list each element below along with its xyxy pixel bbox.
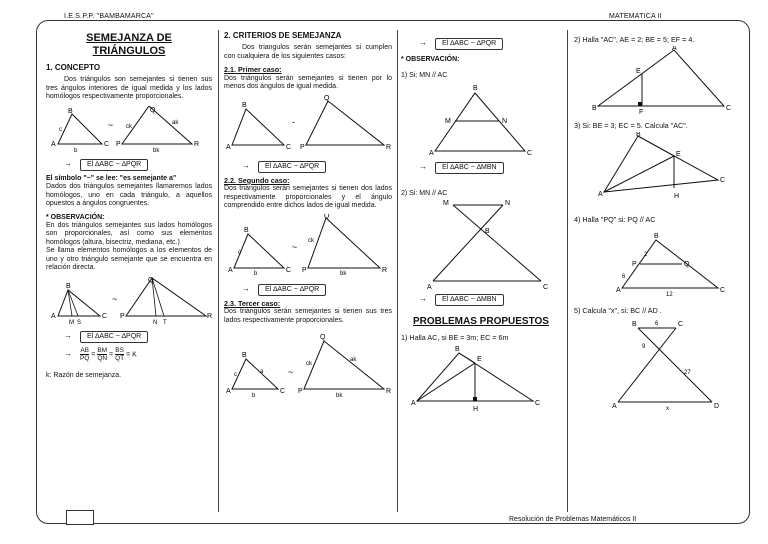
- figure-problem-5: [574, 318, 744, 410]
- figure-obs2: [401, 199, 561, 291]
- svg-text:b: b: [252, 393, 256, 400]
- svg-text:9: 9: [642, 343, 646, 350]
- result-box-2: El ∆ABC ~ ∆PQR: [80, 331, 148, 343]
- svg-text:6: 6: [622, 274, 626, 281]
- column-divider-1: [218, 30, 219, 512]
- svg-text:P: P: [300, 144, 305, 152]
- svg-text:A: A: [226, 144, 231, 152]
- svg-text:A: A: [616, 287, 621, 295]
- svg-text:F: F: [639, 109, 644, 115]
- svg-text:C: C: [726, 105, 732, 113]
- caso3-heading: 2.3. Tercer caso:: [224, 298, 281, 308]
- figure-homologous-elements: [46, 276, 212, 324]
- svg-text:ck: ck: [308, 238, 314, 245]
- column-3: [401, 24, 561, 420]
- caso1-text: Dos triángulos serán semejantes si tienen por lo menos dos ángulos de igual medida.: [224, 74, 392, 91]
- svg-text:A: A: [427, 283, 432, 291]
- svg-text:B: B: [632, 320, 637, 328]
- svg-text:E: E: [676, 151, 681, 159]
- svg-text:bk: bk: [336, 393, 343, 400]
- svg-text:S: S: [77, 319, 82, 324]
- svg-text:H: H: [473, 405, 479, 413]
- caso1-result-row: [242, 161, 392, 173]
- svg-text:bk: bk: [340, 271, 347, 277]
- figure-obs1: [401, 81, 561, 159]
- svg-text:B: B: [242, 102, 247, 110]
- observacion-heading-1: * OBSERVACIÓN:: [46, 213, 105, 221]
- svg-text:Q: Q: [324, 95, 330, 103]
- svg-text:A: A: [672, 46, 677, 53]
- svg-text:c: c: [59, 126, 62, 133]
- col3-top-result-box: El ∆ABC ~ ∆PQR: [435, 38, 503, 50]
- svg-text:~: ~: [112, 293, 118, 304]
- caso3-text: Dos triángulos serán semejantes si tienen sus tres lados respectivamente proporcionales.: [224, 308, 392, 324]
- problem-5: 5) Calcula "x", si: BC // AD .: [574, 306, 662, 316]
- problem-3: 3) Si: BE = 3; EC = 5. Calcula "AC".: [574, 120, 688, 130]
- ratio-bm-qn: $\frac{BM}{QN}$: [97, 346, 108, 362]
- svg-text:C: C: [104, 140, 110, 148]
- problem-1: 1) Halla AC, si BE = 3m; EC = 6m: [401, 333, 509, 343]
- svg-text:Q: Q: [320, 334, 326, 342]
- svg-text:R: R: [194, 140, 200, 148]
- caso2-text: Dos triángulos serán semejantes si tienen dos lados respectivamente proporcionales y el ángulo comprendido entre dichos lados de igual medida.: [224, 185, 392, 210]
- svg-text:Q: Q: [148, 276, 154, 284]
- arrow-icon: →: [419, 38, 427, 47]
- ratio-ab-pq: $\frac{AB}{PQ}$: [79, 346, 90, 362]
- svg-text:C: C: [527, 149, 533, 157]
- problemas-heading: PROBLEMAS PROPUESTOS: [413, 316, 549, 328]
- svg-text:Q: Q: [324, 214, 330, 221]
- caso2-result-box: El ∆ABC ~ ∆PQR: [258, 284, 326, 296]
- column-divider-3: [567, 30, 568, 512]
- svg-text:C: C: [678, 320, 684, 328]
- svg-text:C: C: [280, 388, 286, 396]
- column-divider-2: [397, 30, 398, 512]
- svg-text:~: ~: [292, 242, 298, 253]
- svg-text:B: B: [473, 84, 478, 92]
- footer-title: Resolución de Problemas Matemáticos II: [505, 516, 640, 523]
- razon-text: k: Razón de semejanza.: [46, 371, 122, 379]
- svg-text:-: -: [292, 117, 295, 128]
- figure-caso1: [224, 95, 392, 153]
- column-4: [574, 24, 744, 413]
- svg-text:C: C: [543, 283, 549, 291]
- svg-text:a: a: [260, 369, 264, 376]
- svg-text:P: P: [302, 267, 307, 275]
- ratio-k: = K: [126, 351, 137, 359]
- figure-problem-2: [574, 46, 744, 114]
- svg-text:Q: Q: [684, 261, 690, 269]
- arrow-icon: →: [64, 159, 72, 169]
- ratio-bs-qt: $\frac{BS}{QT}$: [115, 346, 125, 362]
- caso2-result-row: [242, 284, 392, 296]
- svg-text:B: B: [242, 352, 247, 360]
- result-row-2: [64, 331, 212, 343]
- arrow-icon: →: [64, 349, 72, 359]
- svg-text:b: b: [254, 271, 258, 277]
- svg-text:C: C: [720, 287, 726, 295]
- svg-text:H: H: [674, 193, 680, 201]
- svg-text:B: B: [592, 105, 597, 113]
- svg-text:B: B: [485, 227, 490, 235]
- obs-case-2: 2) Si: MN // AC: [401, 190, 448, 198]
- simbolo-lead: El símbolo "~" se lee: "es semejante a": [46, 175, 177, 183]
- figure-caso2: [224, 214, 392, 276]
- caso1-heading: 2.1. Primer caso:: [224, 65, 282, 75]
- svg-text:D: D: [714, 402, 720, 410]
- svg-text:R: R: [386, 144, 392, 152]
- svg-text:A: A: [598, 191, 603, 199]
- svg-text:6: 6: [655, 320, 659, 327]
- main-title-line2: TRIÁNGULOS: [92, 45, 166, 57]
- arrow-icon: →: [419, 162, 427, 172]
- svg-text:B: B: [455, 345, 460, 353]
- observacion-text-2: Se llama elementos homólogos a los elementos de uno y otro triángulo semejante que se encuentra en relación directa.: [46, 247, 212, 272]
- concepto-heading: 1. CONCEPTO: [46, 63, 101, 72]
- svg-text:A: A: [51, 312, 56, 320]
- obs1-result-box: El ∆ABC ~ ∆MBN: [435, 162, 504, 174]
- problem-2: 2) Halla "AC", AE = 2; BE = 5; EF = 4.: [574, 35, 695, 44]
- simbolo-text: Dados dos triángulos semejantes llamaremos lados homólogos, uno en cada triángulo, a aquellos opuestos a ángulos congruentes.: [46, 183, 212, 208]
- caso2-heading: 2.2. Segundo caso:: [224, 175, 290, 185]
- svg-text:B: B: [654, 233, 659, 241]
- svg-text:P: P: [120, 312, 125, 320]
- svg-text:B: B: [68, 107, 73, 115]
- svg-text:N: N: [153, 319, 158, 324]
- column-1: [46, 24, 212, 380]
- svg-text:c: c: [234, 372, 237, 379]
- caso1-result-box: El ∆ABC ~ ∆PQR: [258, 161, 326, 173]
- svg-text:B: B: [244, 227, 249, 235]
- header-school: I.E.S.P.P. "BAMBAMARCA": [60, 13, 158, 20]
- svg-text:M: M: [69, 319, 74, 324]
- arrow-icon: →: [64, 330, 72, 340]
- svg-text:Q: Q: [150, 106, 156, 114]
- svg-text:E: E: [636, 68, 641, 76]
- svg-text:C: C: [286, 267, 292, 275]
- svg-text:M: M: [445, 117, 451, 125]
- svg-text:P: P: [632, 261, 637, 269]
- criterios-intro: Dos triangulos serán semejantes si cumplen con cualquiera de los siguientes casos:: [224, 44, 392, 60]
- observacion-text-1: En dos triángulos semejantes sus lados homólogos son proporcionales, así como sus elementos homólogos (altura, bisectriz, mediana, etc.): [46, 222, 212, 246]
- svg-text:E: E: [477, 355, 482, 363]
- svg-text:A: A: [411, 399, 416, 407]
- problem-4: 4) Halla "PQ" si: PQ // AC: [574, 214, 656, 224]
- svg-text:R: R: [382, 267, 388, 275]
- obs2-result-box: El ∆ABC ~ ∆MBN: [435, 294, 504, 306]
- col3-top-result-row: [419, 38, 561, 50]
- svg-text:c: c: [238, 250, 241, 257]
- svg-text:C: C: [286, 144, 292, 152]
- svg-text:~: ~: [108, 119, 114, 130]
- svg-text:x: x: [666, 405, 669, 410]
- obs-case-1: 1) Si: MN // AC: [401, 72, 448, 80]
- svg-text:R: R: [207, 312, 212, 320]
- result-row-1: [64, 159, 212, 171]
- svg-text:ck: ck: [306, 361, 312, 368]
- figure-problem-4: [574, 226, 744, 298]
- svg-text:27: 27: [684, 369, 691, 376]
- ratio-equation: → $\frac{AB}{PQ}$ = $\frac{BM}{QN}$ = $\frac{BS}{QT}$ = K: [64, 346, 137, 362]
- svg-text:2: 2: [644, 252, 648, 259]
- col3-observacion-heading: * OBSERVACIÓN:: [401, 56, 460, 63]
- page-number-box: [66, 510, 94, 525]
- figure-problem-3: [574, 132, 744, 204]
- svg-text:ak: ak: [172, 119, 179, 126]
- svg-text:T: T: [163, 319, 167, 324]
- figure-caso3: [224, 331, 392, 399]
- arrow-icon: →: [242, 283, 250, 293]
- svg-text:ck: ck: [126, 123, 132, 130]
- arrow-icon: →: [242, 160, 250, 170]
- figure-similar-triangles-abc-pqr: [46, 106, 212, 152]
- obs1-result-row: [419, 162, 561, 174]
- svg-text:bk: bk: [153, 147, 160, 152]
- svg-text:N: N: [502, 117, 508, 125]
- svg-text:M: M: [443, 199, 449, 207]
- svg-text:B: B: [66, 282, 71, 290]
- svg-text:A: A: [429, 149, 434, 157]
- main-title-line1: SEMEJANZA DE: [86, 32, 172, 44]
- criterios-heading: 2. CRITERIOS DE SEMEJANZA: [224, 31, 342, 40]
- column-2: [224, 24, 392, 403]
- svg-text:A: A: [51, 140, 56, 148]
- svg-text:C: C: [720, 177, 726, 185]
- figure-problem-1: [401, 345, 561, 417]
- svg-text:B: B: [636, 132, 641, 139]
- result-box-1: El ∆ABC ~ ∆PQR: [80, 159, 148, 171]
- svg-text:ak: ak: [350, 357, 357, 364]
- obs2-result-row: [419, 294, 561, 306]
- svg-text:~: ~: [288, 367, 294, 378]
- svg-text:A: A: [226, 388, 231, 396]
- arrow-icon: →: [419, 294, 427, 304]
- svg-text:C: C: [102, 312, 108, 320]
- header-course: MATEMATICA II: [605, 13, 666, 20]
- svg-text:P: P: [116, 140, 121, 148]
- concepto-text: Dos triángulos son semejantes si tienen sus tres ángulos interiores de igual medida y los lados homólogos respectivamente proporcionales.: [46, 76, 212, 101]
- svg-text:A: A: [612, 402, 617, 410]
- svg-text:12: 12: [666, 292, 673, 299]
- svg-text:b: b: [74, 147, 78, 152]
- svg-text:C: C: [535, 399, 541, 407]
- svg-text:P: P: [298, 388, 303, 396]
- svg-text:A: A: [228, 267, 233, 275]
- svg-text:R: R: [386, 388, 392, 396]
- svg-text:N: N: [505, 199, 511, 207]
